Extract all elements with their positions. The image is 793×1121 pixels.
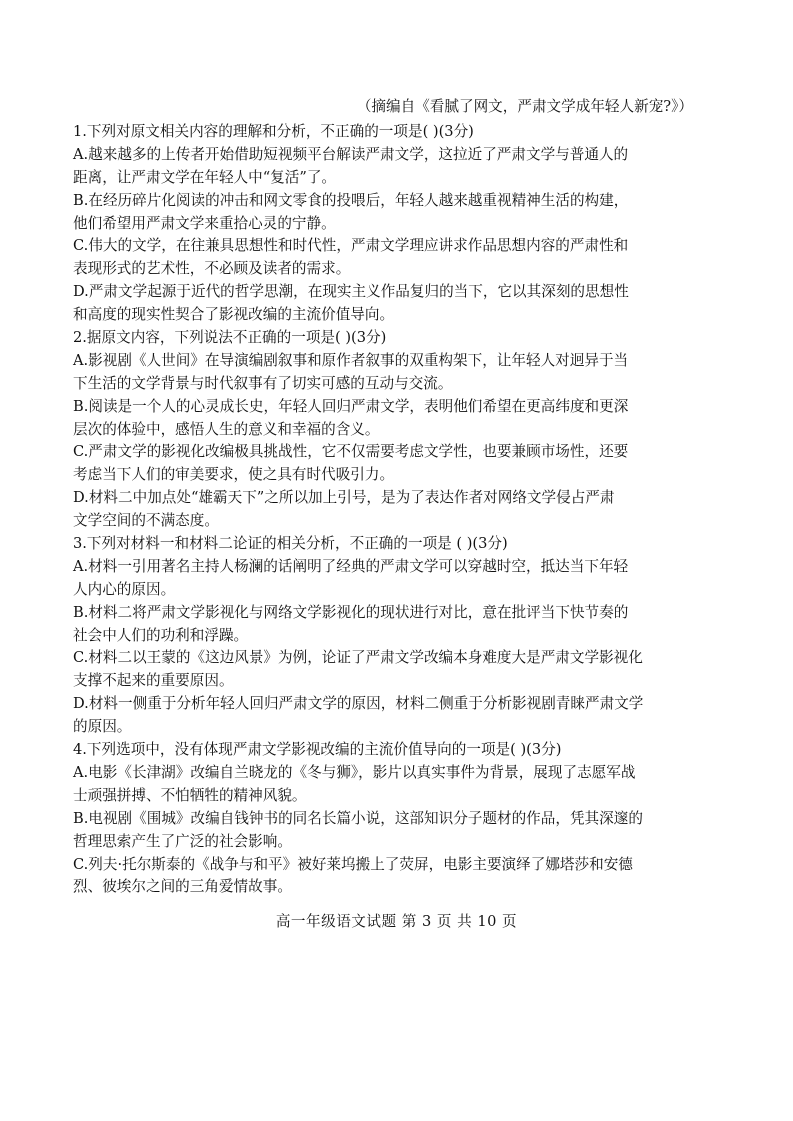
q4-option-c-cont: 烈、彼埃尔之间的三角爱情故事。 (73, 878, 292, 896)
q2-option-a: A.影视剧《人世间》在导演编剧叙事和原作者叙事的双重构架下，让年轻人对迥异于当 (73, 351, 629, 369)
q1-stem: 1.下列对原文相关内容的理解和分析，不正确的一项是( )(3分) (73, 123, 474, 140)
q1-option-c-cont: 表现形式的艺术性，不必顾及读者的需求。 (73, 260, 351, 278)
q1-option-b: B.在经历碎片化阅读的冲击和网文零食的投喂后，年轻人越来越重视精神生活的构建， (73, 191, 629, 209)
q1-option-a: A.越来越多的上传者开始借助短视频平台解读严肃文学，这拉近了严肃文学与普通人的 (73, 145, 629, 163)
q2-option-c-cont: 考虑当下人们的审美要求，使之具有时代吸引力。 (73, 466, 395, 484)
q3-option-d-cont: 的原因。 (73, 718, 132, 736)
q2-option-c: C.严肃文学的影视化改编极具挑战性，它不仅需要考虑文学性，也要兼顾市场性，还要 (73, 443, 629, 461)
q1-option-d: D.严肃文学起源于近代的哲学思潮，在现实主义作品复归的当下，它以其深刻的思想性 (73, 283, 629, 301)
q4-stem: 4.下列选项中，没有体现严肃文学影视改编的主流价值导向的一项是( )(3分) (73, 741, 562, 759)
q4-option-b-cont: 哲理思索产生了广泛的社会影响。 (73, 832, 292, 850)
q1-option-b-cont: 他们希望用严肃文学来重拾心灵的宁静。 (73, 214, 336, 232)
q1-option-a-cont: 距离，让严肃文学在年轻人中“复活”了。 (73, 168, 337, 186)
q2-option-d-cont: 文学空间的不满态度。 (73, 512, 219, 530)
q3-option-c-cont: 支撑不起来的重要原因。 (73, 672, 234, 690)
q2-option-a-cont: 下生活的文学背景与时代叙事有了切实可感的互动与交流。 (73, 374, 453, 392)
q1-option-d-cont: 和高度的现实性契合了影视改编的主流价值导向。 (73, 306, 395, 324)
q1-option-c: C.伟大的文学，在往兼具思想性和时代性，严肃文学理应讲求作品思想内容的严肃性和 (73, 237, 629, 255)
page-footer: 高一年级语文试题 第 3 页 共 10 页 (275, 913, 518, 930)
q3-option-c: C.材料二以王蒙的《这边风景》为例，论证了严肃文学改编本身难度大是严肃文学影视化 (73, 649, 643, 667)
q3-stem: 3.下列对材料一和材料二论证的相关分析，不正确的一项是 ( )(3分) (73, 535, 508, 553)
q3-option-a: A.材料一引用著名主持人杨澜的话阐明了经典的严肃文学可以穿越时空，抵达当下年轻 (73, 557, 629, 575)
q3-option-b: B.材料二将严肃文学影视化与网络文学影视化的现状进行对比，意在批评当下快节奏的 (73, 603, 629, 621)
q3-option-b-cont: 社会中人们的功利和浮躁。 (73, 626, 249, 644)
q3-option-d: D.材料一侧重于分析年轻人回归严肃文学的原因，材料二侧重于分析影视剧青睐严肃文学 (73, 695, 644, 713)
q2-stem: 2.据原文内容，下列说法不正确的一项是( )(3分) (73, 329, 387, 347)
source-citation: （摘编自《看腻了网文，严肃文学成年轻人新宠?》） (356, 98, 693, 115)
q3-option-a-cont: 人内心的原因。 (73, 580, 176, 598)
q2-option-d: D.材料二中加点处“雄霸天下”之所以加上引号，是为了表达作者对网络文学侵占严肃 (73, 489, 615, 507)
q2-option-b: B.阅读是一个人的心灵成长史，年轻人回归严肃文学，表明他们希望在更高纬度和更深 (73, 397, 629, 415)
q4-option-a-cont: 士顽强拼搏、不怕牺牲的精神风貌。 (73, 786, 307, 804)
q4-option-b: B.电视剧《围城》改编自钱钟书的同名长篇小说，这部知识分子题材的作品，凭其深邃的 (73, 809, 643, 827)
q4-option-a: A.电影《长津湖》改编自兰晓龙的《冬与狮》，影片以真实事件为背景，展现了志愿军战 (73, 763, 636, 781)
q2-option-b-cont: 层次的体验中，感悟人生的意义和幸福的含义。 (73, 420, 380, 438)
q4-option-c: C.列夫·托尔斯泰的《战争与和平》被好莱坞搬上了荧屏，电影主要演绎了娜塔莎和安德 (73, 855, 633, 873)
question-body (73, 121, 721, 899)
